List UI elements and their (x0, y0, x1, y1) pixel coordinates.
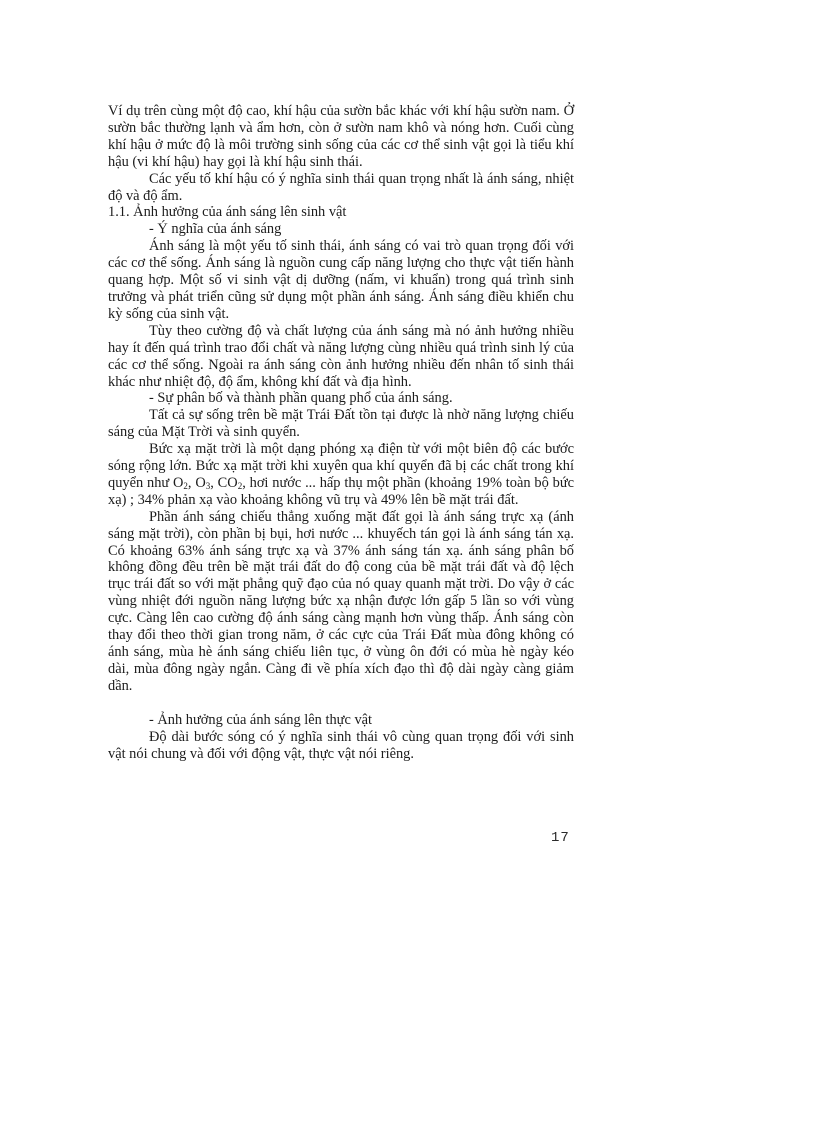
paragraph-direct-diffuse-light: Phần ánh sáng chiếu thẳng xuống mặt đất gọi là ánh sáng trực xạ (ánh sáng mặt trời), còn phần bị bụi, hơi nước ... khuyếch tán gọi là ánh sáng tán xạ. Có khoảng 63% ánh sáng trực xạ và 37% ánh sáng tán xạ. ánh sáng phân bố không đồng đều trên bề mặt trái đất do độ cong của bề mặt trái đất và độ lệch trục trái đất so với mặt phẳng quỹ đạo của nó quay quanh mặt trời. Do vậy ở các vùng nhiệt đới nguồn năng lượng bức xạ nhận được lớn gấp 5 lần so với vùng cực. Càng lên cao cường độ ánh sáng càng mạnh hơn vùng thấp. Ánh sáng còn thay đổi theo thời gian trong năm, ở các cực của Trái Đất mùa đông không có ánh sáng, mùa hè ánh sáng chiếu liên tục, ở vùng ôn đới có mùa hè ngày kéo dài, mùa đông ngày ngắn. Càng đi về phía xích đạo thì độ dài ngày càng giảm dần. (108, 508, 574, 694)
paragraph-sun-energy: Tất cả sự sống trên bề mặt Trái Đất tồn tại được là nhờ năng lượng chiếu sáng của Mặt Trời và sinh quyển. (108, 407, 574, 441)
paragraph-gap (108, 695, 574, 712)
page-number: 17 (551, 830, 570, 846)
page-body (108, 103, 574, 762)
subheading-light-meaning: - Ý nghĩa của ánh sáng (149, 221, 282, 238)
subheading-light-on-plants: - Ảnh hưởng của ánh sáng lên thực vật (149, 711, 373, 728)
paragraph-climate-factors: Các yếu tố khí hậu có ý nghĩa sinh thái quan trọng nhất là ánh sáng, nhiệt độ và độ ẩm. (108, 170, 574, 204)
paragraph-light-intensity: Tùy theo cường độ và chất lượng của ánh sáng mà nó ảnh hưởng nhiều hay ít đến quá trình trao đổi chất và năng lượng cùng nhiều quá trình sinh lý của các cơ thể sống. Ngoài ra ánh sáng còn ảnh hưởng nhiều đến nhân tố sinh thái khác như nhiệt độ, độ ẩm, không khí đất và địa hình. (108, 322, 574, 390)
paragraph-solar-radiation: Bức xạ mặt trời là một dạng phóng xạ điện từ với một biên độ các bước sóng rộng lớn. Bức xạ mặt trời khi xuyên qua khí quyển đã bị các chất trong khí quyển như $O_2$, $O_3$, $CO_2$, hơi nước ... hấp thụ một phần (khoảng 19% toàn bộ bức xạ) ; 34% phản xạ vào khoảng không vũ trụ và 49% lên bề mặt trái đất. (108, 441, 575, 508)
paragraph-microclimate: Ví dụ trên cùng một độ cao, khí hậu của sườn bắc khác với khí hậu sườn nam. Ở sườn bắc thường lạnh và ẩm hơn, còn ở sườn nam khô và nóng hơn. Cuối cùng khí hậu ở mức độ là môi trường sinh sống của các cơ thể sinh vật gọi là tiểu khí hậu (vi khí hậu) hay gọi là khí hậu sinh thái. (108, 103, 574, 170)
subheading-light-distribution: - Sự phân bố và thành phần quang phổ của ánh sáng. (149, 390, 453, 407)
section-heading: 1.1. Ảnh hưởng của ánh sáng lên sinh vật (108, 204, 347, 221)
paragraph-wavelength: Độ dài bước sóng có ý nghĩa sinh thái vô cùng quan trọng đối với sinh vật nói chung và đối với động vật, thực vật nói riêng. (108, 728, 574, 762)
paragraph-light-role: Ánh sáng là một yếu tố sinh thái, ánh sáng có vai trò quan trọng đối với các cơ thể sống. Ánh sáng là nguồn cung cấp năng lượng cho thực vật tiến hành quang hợp. Một số vi sinh vật dị dưỡng (nấm, vi khuẩn) trong quá trình sinh trưởng và phát triển cũng sử dụng một phần ánh sáng. Ánh sáng điều khiển chu kỳ sống của sinh vật. (108, 238, 574, 322)
